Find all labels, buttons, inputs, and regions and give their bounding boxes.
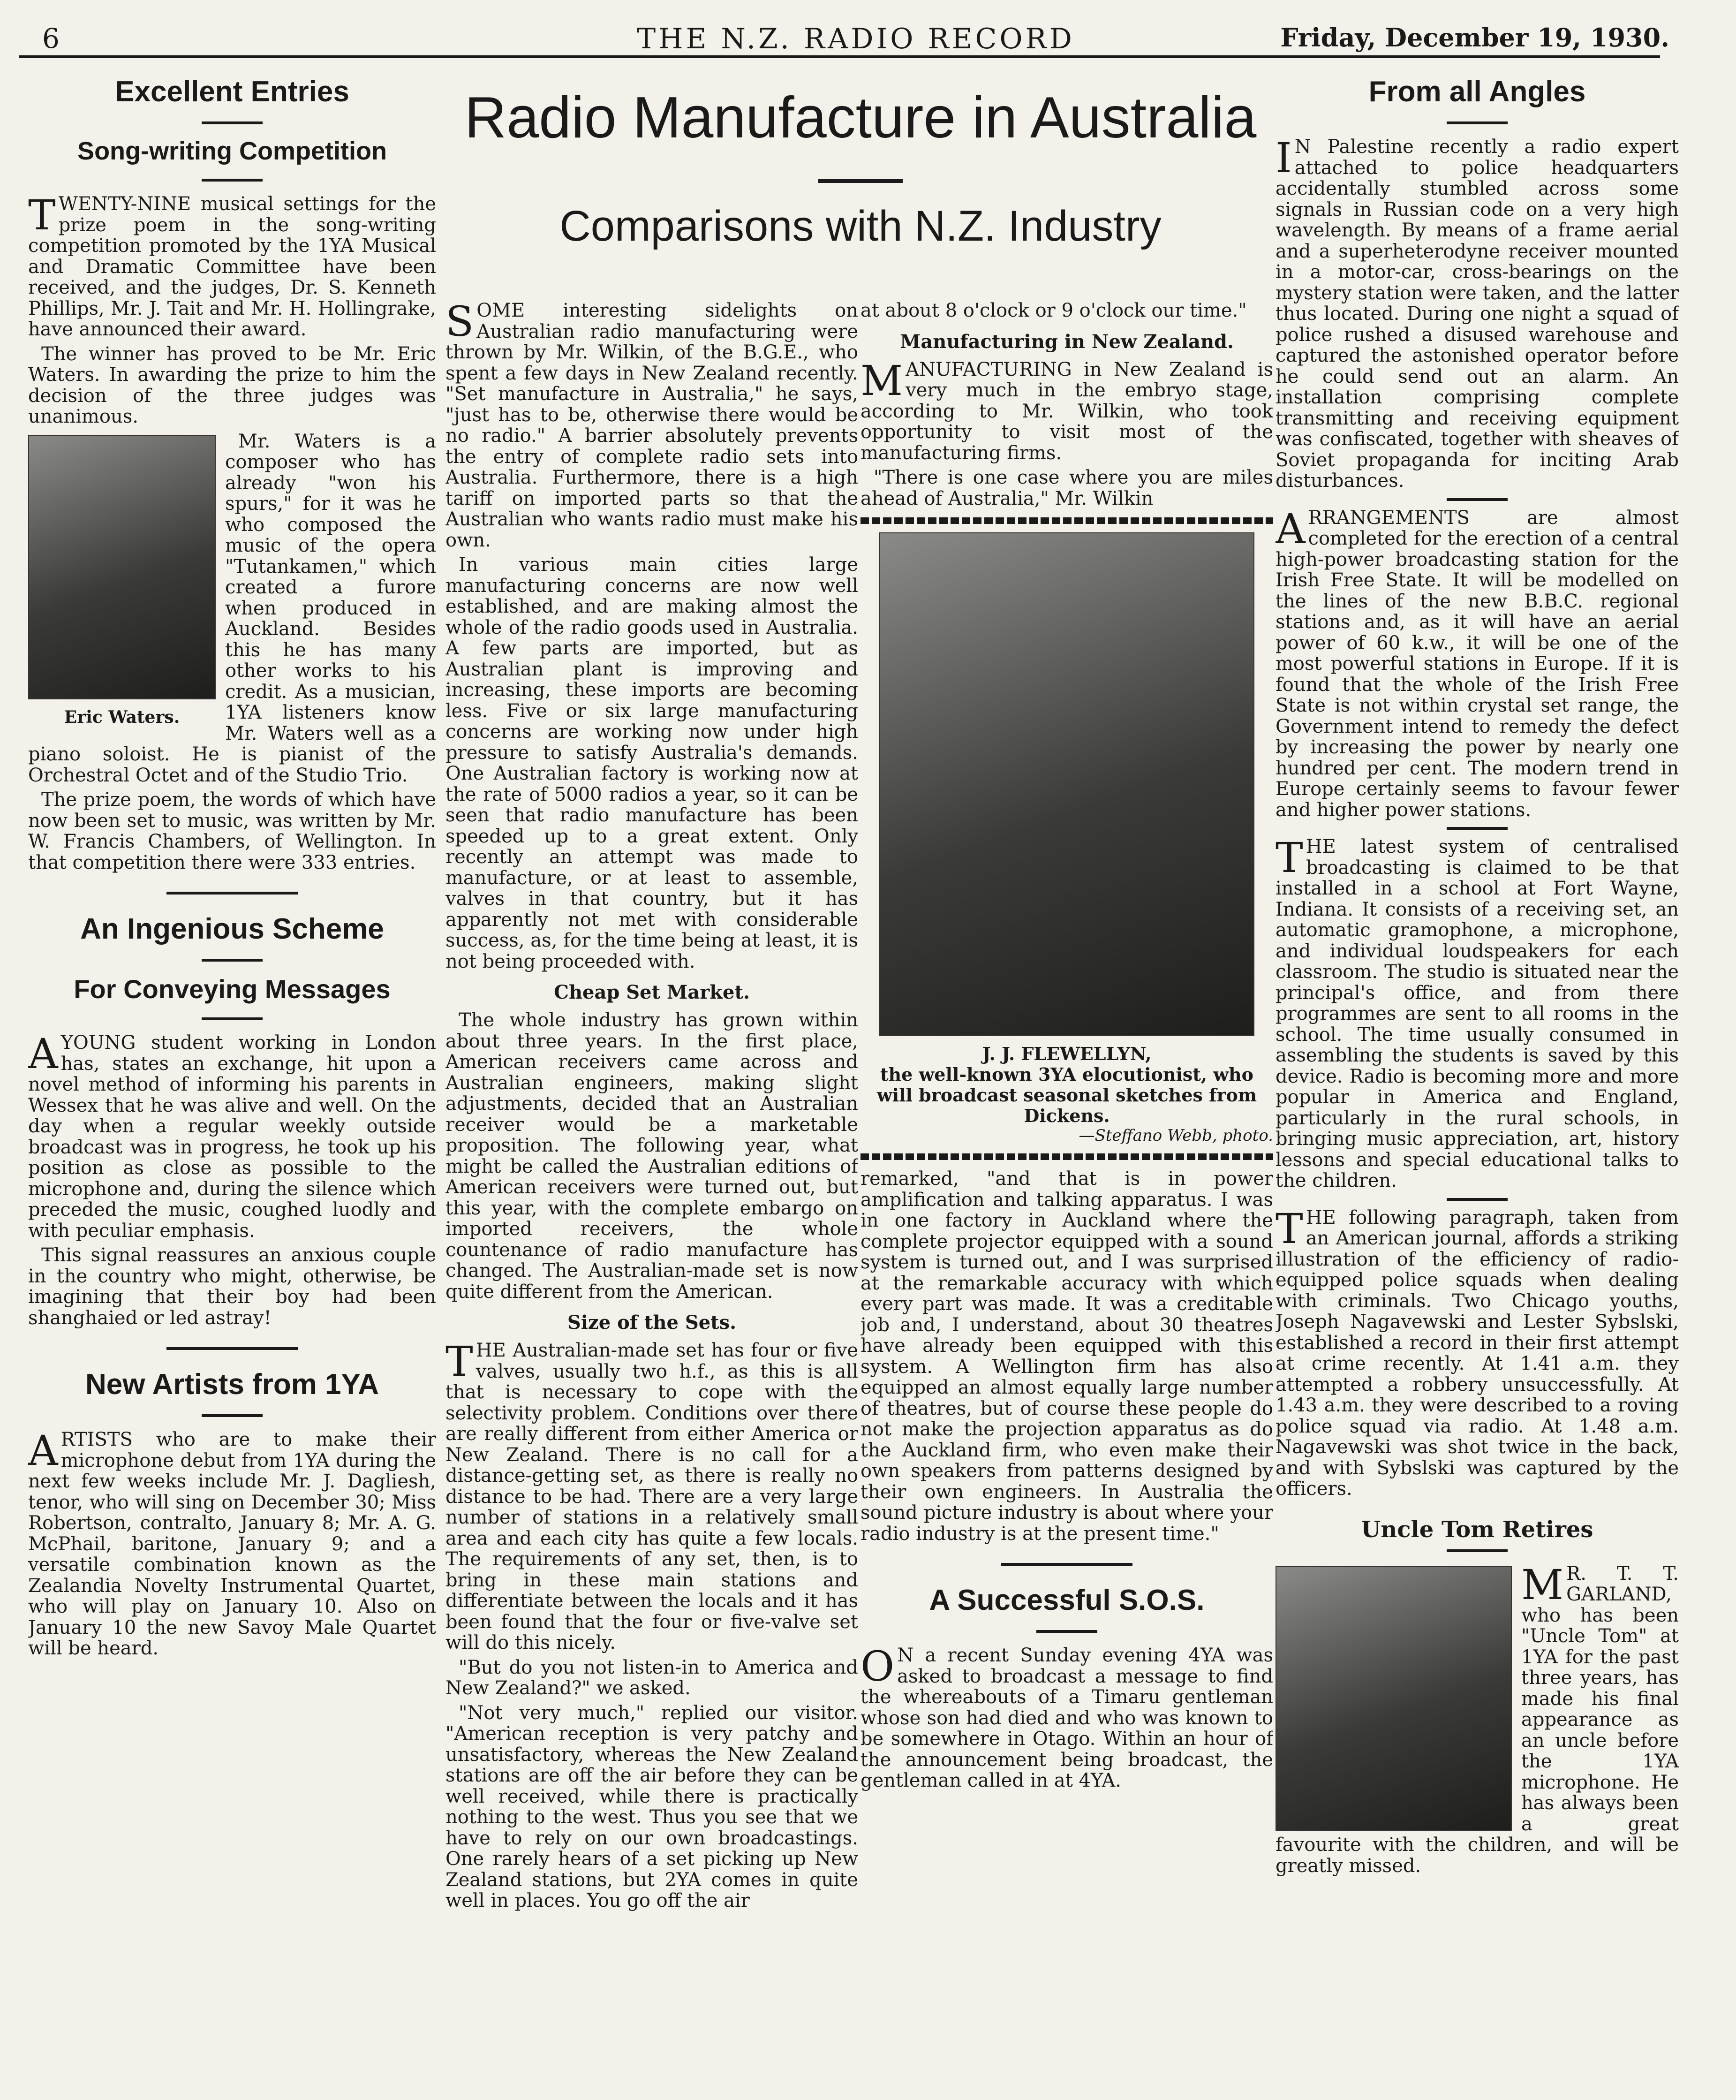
paragraph: "There is one case where you are miles ahead of Australia," Mr. Wilkin	[860, 467, 1273, 509]
ornamental-rule	[860, 517, 1273, 524]
paragraph: ARRANGEMENTS are almost completed for the erection of a central high-power broadcasting station for the Irish Free State. It will be modelled on the lines of the new B.B.C. regional stations and, as it will have an aerial power of 60 k.w., it will be one of the most powerful stations in Europe. If it is found that the whole of the Irish Free State is not within crystal set range, the Government intend to remedy the defect by increasing the power by nearly one hundred per cent. The modern trend in Europe certainly seems to favour fewer and higher power stations.	[1276, 504, 1679, 821]
paragraph: SOME interesting sidelights on Australian radio manufacturing were thrown by Mr. Wilkin, of the B.G.E., who spent a few days in New Zealand recently. "Set manufacture in Australia," he says, "just has to be, otherwise there would be no radio." A barrier absolutely prevents the entry of complete radio sets into Australia. Furthermore, there is a high tariff on imported parts so that the Australian who wants radio must make his own.	[445, 300, 858, 551]
column-3	[860, 300, 1273, 2036]
article-title: New Artists from 1YA	[85, 1368, 379, 1401]
paragraph: This signal reassures an anxious couple in the country who might, otherwise, be imagining that their boy had been shanghaied or led astray!	[28, 1244, 436, 1329]
issue-date: Friday, December 19, 1930.	[1280, 23, 1669, 53]
section-heading: Cheap Set Market.	[554, 981, 750, 1003]
drop-cap: I	[1276, 134, 1292, 182]
masthead	[42, 18, 1669, 55]
publication-title: THE N.Z. RADIO RECORD	[637, 23, 1075, 55]
paragraph: "Not very much," replied our visitor. "American reception is very patchy and unsatisfactory, whereas the New Zealand stations are off the air before they can be well received, while there is practically nothing to the west. Thus you see that we have to rely on our own broadcastings. One rarely hears of a set picking up New Zealand stations, but 2YA comes in quite well in places. You go off the air	[445, 1702, 858, 1911]
paragraph: AYOUNG student working in London has, states an exchange, hit upon a novel method of informing his parents in Wessex that he was alive and well. On the day when a regular weekly outside broadcast was in progress, he took up his position as close as possible to the microphone and, during the silence which preceded the music, coughed luodly and with peculiar emphasis.	[28, 1030, 436, 1242]
paragraph: The winner has proved to be Mr. Eric Waters. In awarding the prize to him the decision of the three judges was unanimous.	[28, 343, 436, 427]
portrait-photo	[28, 435, 216, 699]
drop-cap: O	[860, 1642, 895, 1691]
paragraph: THE Australian-made set has four or five valves, usually two h.f., as this is all that is necessary to cope with the selectivity problem. Conditions over there are really different from either America or New Zealand. There is no call for a distance-getting set, as there is really no distance to be had. There are a very large number of stations in a relatively small area and each city has quite a few locals. The requirements of any set, then, is to bring in these main stations and differentiate between the locals and it has been found that the four or five-valve set will do this nicely.	[445, 1337, 858, 1653]
paragraph: Mr. Waters is a composer who has already "won his spurs," for it was he who composed the music of the opera "Tutankamen," which created a furore when produced in Auckland. Besides this he has many other works to his credit. As a musician, 1YA listeners know Mr. Waters well as a piano soloist. He is pianist of the Orchestral Octet and of the Studio Trio.	[28, 430, 436, 786]
divider	[1447, 1549, 1508, 1552]
ornamental-rule	[860, 1153, 1273, 1160]
photo-credit: —Steffano Webb, photo.	[1079, 1126, 1273, 1145]
section-heading: Manufacturing in New Zealand.	[900, 330, 1234, 353]
drop-cap: A	[28, 1426, 58, 1475]
paragraph: M R. T. T. GARLAND, who has been "Uncle Tom" at 1YA for the past three years, has made his final appearance as an uncle before the 1YA microphone. He has always been a great favourite with the children, and will be greatly missed.	[1276, 1560, 1679, 1877]
paragraph: ARTISTS who are to make their microphone debut from 1YA during the next few weeks include Mr. J. Dagliesh, tenor, who will sing on December 30; Miss Robertson, contralto, January 8; Mr. A. G. McPhail, baritone, January 9; and a versatile combination known as the Zealandia Novelty Instrumental Quartet, who will play on January 10. Also on January 10 the new Savoy Male Quartet will be heard.	[28, 1426, 436, 1659]
drop-cap: T	[445, 1337, 473, 1386]
section-heading: Size of the Sets.	[567, 1312, 737, 1334]
drop-cap: T	[1276, 1204, 1303, 1253]
divider	[1001, 1563, 1132, 1566]
drop-cap: A	[1276, 504, 1306, 553]
divider	[202, 959, 263, 962]
paragraph: THE latest system of centralised broadcasting is claimed to be that installed in a school at Fort Wayne, Indiana. It consists of a receiving set, an automatic gramophone, a microphone, and individual loudspeakers for each classroom. The studio is situated near the principal's office, and from there programmes are sent to all rooms in the school. The time usually consumed in assembling the students is saved by this device. Radio is becoming more and more popular in America and England, particularly in the rural schools, in bringing music appreciation, art, history lessons and special educational talks to the children.	[1276, 834, 1679, 1191]
divider	[202, 1017, 263, 1020]
paragraph: TWENTY-NINE musical settings for the prize poem in the song-writing competition promoted by the 1YA Musical and Dramatic Committee have been received, and the judges, Dr. S. Kenneth Phillips, Mr. J. Tait and Mr. H. Hollingrake, have announced their award.	[28, 191, 436, 340]
paragraph: O N a recent Sunday evening 4YA was asked to broadcast a message to find the whereabouts of a Timaru gentleman whose son had died and who was known to be somewhere in Otago. Within an hour of the announcement being broadcast, the gentleman called in at 4YA.	[860, 1642, 1273, 1791]
main-headline-block	[441, 84, 1280, 251]
photo-caption: Eric Waters.	[64, 707, 180, 727]
masthead-rule	[19, 55, 1660, 58]
divider	[202, 179, 263, 182]
article-title: A Successful S.O.S.	[929, 1584, 1205, 1616]
paragraph: remarked, "and that is in power amplification and talking apparatus. I was in one factory in Auckland where the complete projector equipped with a sound system is turned out, and I was surprised at the remarkable accuracy with which every part was made. It was a creditable job and, I understand, about 30 theatres have already been equipped with this system. A Wellington firm has also equipped an almost equally large number of theatres, but of course these people do not make the projection apparatus as do the Auckland firm, who even make their own speakers from patterns designed by their own engineers. In Australia the sound picture industry is about where your radio industry is at the present time."	[860, 1168, 1273, 1545]
article-title: An Ingenious Scheme	[80, 913, 384, 945]
column-4	[1276, 70, 1679, 2040]
divider	[1447, 1198, 1508, 1201]
divider	[166, 1347, 298, 1350]
article-subtitle: For Conveying Messages	[74, 974, 391, 1004]
paragraph: The prize poem, the words of which have now been set to music, was written by Mr. W. Francis Chambers, of Wellington. In that competition there were 333 entries.	[28, 789, 436, 873]
paragraph: I N Palestine recently a radio expert attached to police headquarters accidentally stumbled across some signals in Russian code on a very high wavelength. By means of a frame aerial and a superheterodyne receiver mounted in a motor-car, cross-bearings on the mystery station were taken, and the latter thus located. During one night a squad of police rushed a disused warehouse and captured the astonished operator before he could send out an alarm. An installation comprising complete transmitting and receiving equipment was confiscated, together with sheaves of Soviet propaganda for inciting Arab disturbances.	[1276, 134, 1679, 492]
drop-cap: T	[1276, 834, 1303, 882]
page-number: 6	[42, 23, 60, 54]
article-title: Excellent Entries	[115, 76, 349, 108]
paragraph: THE following paragraph, taken from an American journal, affords a striking illustration of the efficiency of radio-equipped police squads when dealing with criminals. Two Chicago youths, Joseph Nagavewski and Lester Sybslski, established a record in their first attempt at crime recently. At 1.41 a.m. they attempted a robbery unsuccessfully. At 1.43 a.m. they were described to a roving police squad via radio. At 1.48 a.m. Nagavewski was shot twice in the back, and with Sybslski was captured by the officers.	[1276, 1204, 1679, 1500]
paragraph: at about 8 o'clock or 9 o'clock our time."	[860, 300, 1247, 321]
divider	[202, 121, 263, 124]
drop-cap: M	[860, 356, 903, 405]
paragraph: In various main cities large manufacturing concerns are now well established, and are making almost the whole of the radio goods used in Australia. A few parts are imported, but as Australian plant is improving and increasing, these imports are becoming less. Five or six large manufacturing concerns are working now under high pressure to satisfy Australia's demands. One Australian factory is working now at the rate of 5000 radios a year, so it can be seen that radio manufacture has been speeded up to a great extent. Only recently an attempt was made to manufacture, or at least to assemble, valves in that country, but it has apparently not met with considerable success, as, for the time being at least, it is not being proceeded with.	[445, 554, 858, 972]
paragraph: The whole industry has grown within about three years. In the first place, American receivers came across and Australian engineers, making slight adjustments, decided that an Australian receiver would be a marketable proposition. The following year, what might be called the Australian editions of American receivers were turned out, but this year, with the complete embargo on imported receivers, the whole countenance of radio manufacture has changed. The Australian-made set is now quite different from the American.	[445, 1009, 858, 1303]
drop-cap: A	[28, 1030, 58, 1078]
divider	[1036, 1630, 1097, 1633]
divider	[202, 1414, 263, 1417]
drop-cap: S	[445, 300, 474, 346]
main-headline: Radio Manufacture in Australia	[464, 85, 1257, 150]
article-subtitle: Song-writing Competition	[77, 137, 387, 165]
divider	[1447, 121, 1508, 124]
drop-cap: T	[28, 191, 56, 239]
column-2	[445, 300, 858, 2036]
divider	[1447, 498, 1508, 501]
photo-caption: the well-known 3YA elocutionist, who will broadcast seasonal sketches from Dickens.	[876, 1064, 1257, 1126]
photo-caption-name: J. J. FLEWELLYN,	[982, 1043, 1152, 1064]
article-title: From all Angles	[1368, 76, 1586, 108]
portrait-photo	[1276, 1566, 1512, 1831]
paragraph: MANUFACTURING in New Zealand is very much in the embryo stage, according to Mr. Wilkin, who took opportunity to visit most of the manufacturing firms.	[860, 356, 1273, 464]
divider	[166, 892, 298, 895]
divider	[818, 179, 903, 183]
paragraph: "But do you not listen-in to America and New Zealand?" we asked.	[445, 1656, 858, 1699]
section-heading: Uncle Tom Retires	[1361, 1516, 1593, 1543]
portrait-photo	[879, 532, 1254, 1036]
divider	[1447, 827, 1508, 830]
column-1	[28, 70, 436, 2040]
drop-cap: M	[1521, 1560, 1564, 1609]
main-subheadline: Comparisons with N.Z. Industry	[559, 202, 1162, 250]
photo-block	[28, 435, 216, 728]
